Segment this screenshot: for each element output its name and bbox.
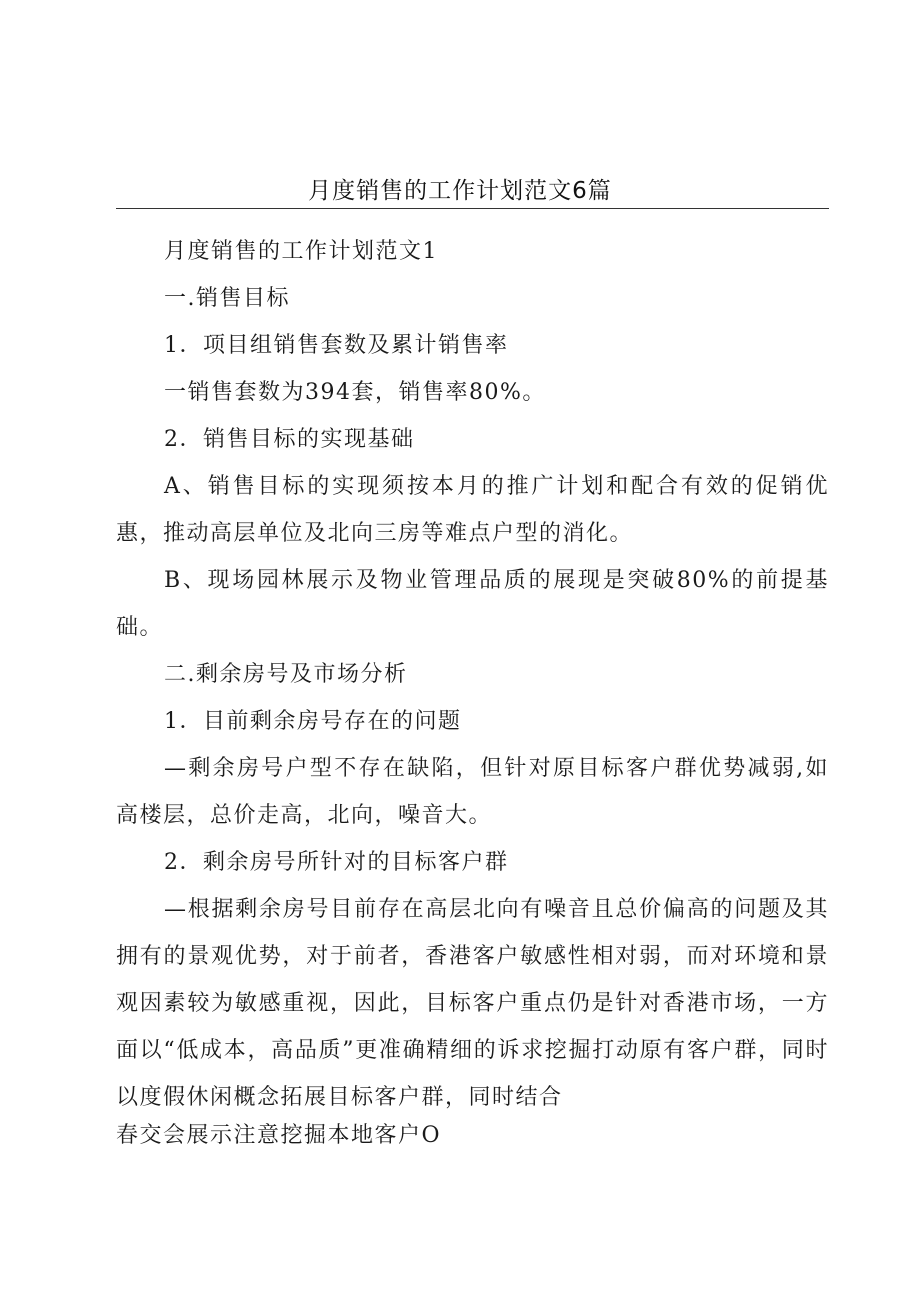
- subheading-sales-count: 1．项目组销售套数及累计销售率: [164, 333, 509, 358]
- heading-sales-target: 一.销售目标: [164, 286, 290, 311]
- subheading-target-basis: 2．销售目标的实现基础: [164, 427, 415, 452]
- paragraph: —根据剩余房号目前存在高层北向有噪音且总价偏高的问题及其拥有的景观优势，对于前者，香港客户敏感性相对弱，而对环境和景观因素较为敏感重视，因此，目标客户重点仍是针对香港市场，一方面以“低成本，高品质”更准确精细的诉求挖掘打动原有客户群，同时以度假休闲概念拓展目标客户群，同时结合: [116, 897, 829, 1110]
- title-underline: [116, 208, 829, 209]
- subheading-current-issues: 1．目前剩余房号存在的问题: [164, 709, 462, 734]
- subheading-target-customers: 2．剩余房号所针对的目标客户群: [164, 850, 509, 875]
- paragraph: B、现场园林展示及物业管理品质的展现是突破80%的前提基础。: [116, 568, 829, 640]
- document-body: [116, 228, 829, 1151]
- document-title: 月度销售的工作计划范文6篇: [308, 178, 612, 204]
- heading-remaining-units: 二.剩余房号及市场分析: [164, 662, 408, 687]
- trailing-line: 春交会展示注意挖掘本地客户O: [116, 1123, 442, 1148]
- paragraph: A、销售目标的实现须按本月的推广计划和配合有效的促销优惠，推动高层单位及北向三房等难点户型的消化。: [116, 474, 829, 546]
- paragraph: —剩余房号户型不存在缺陷，但针对原目标客户群优势减弱,如高楼层，总价走高，北向，噪音大。: [116, 756, 829, 828]
- paragraph: 一销售套数为394套，销售率80%。: [164, 380, 546, 405]
- section-heading: 月度销售的工作计划范文1: [164, 239, 438, 264]
